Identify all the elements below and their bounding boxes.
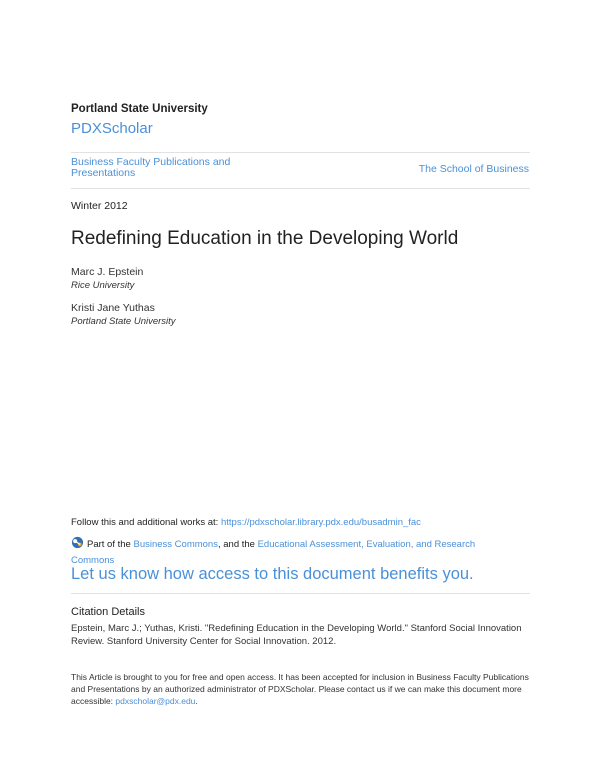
follow-prefix: Follow this and additional works at: — [71, 517, 221, 528]
access-statement-end: . — [195, 696, 198, 706]
school-link[interactable]: The School of Business — [418, 163, 529, 175]
contact-email-link[interactable]: pdxscholar@pdx.edu — [115, 696, 196, 706]
citation-heading: Citation Details — [71, 606, 145, 618]
document-title: Redefining Education in the Developing World — [71, 228, 459, 249]
educational-assessment-commons-link[interactable]: Educational Assessment, Evaluation, and Research Commons — [71, 539, 476, 566]
author-name: Marc J. Epstein — [71, 266, 144, 278]
follow-line — [71, 517, 421, 528]
part-of-prefix: Part of the — [87, 539, 134, 550]
access-statement-text: This Article is brought to you for free and open access. It has been accepted for inclusion in Business Faculty Publications and Presentations by an authorized administrator of PDXScholar. Please contact us if we can make this document more accessible: — [71, 672, 529, 706]
divider-bottom — [71, 188, 530, 189]
repository-link[interactable]: PDXScholar — [71, 120, 153, 137]
part-of-middle: , and the — [217, 539, 258, 550]
author-affiliation: Rice University — [71, 280, 135, 291]
publication-date: Winter 2012 — [71, 200, 128, 212]
business-commons-link[interactable]: Business Commons — [133, 539, 218, 550]
network-icon — [71, 536, 84, 549]
collection-link[interactable]: Business Faculty Publications and Presentations — [71, 156, 231, 179]
citation-text: Epstein, Marc J.; Yuthas, Kristi. "Redefining Education in the Developing World." Stanford Social Innovation Review. Stanford University Center for Social Innovation. 2012. — [71, 623, 522, 647]
collection-url-link[interactable]: https://pdxscholar.library.pdx.edu/busadmin_fac — [220, 517, 421, 528]
institution-name: Portland State University — [71, 103, 208, 115]
access-statement — [71, 671, 531, 707]
feedback-link[interactable]: Let us know how access to this document benefits you. — [71, 565, 474, 583]
author-name: Kristi Jane Yuthas — [71, 302, 155, 314]
divider-citation — [71, 593, 530, 594]
divider-top — [71, 152, 530, 153]
author-affiliation: Portland State University — [71, 316, 176, 327]
